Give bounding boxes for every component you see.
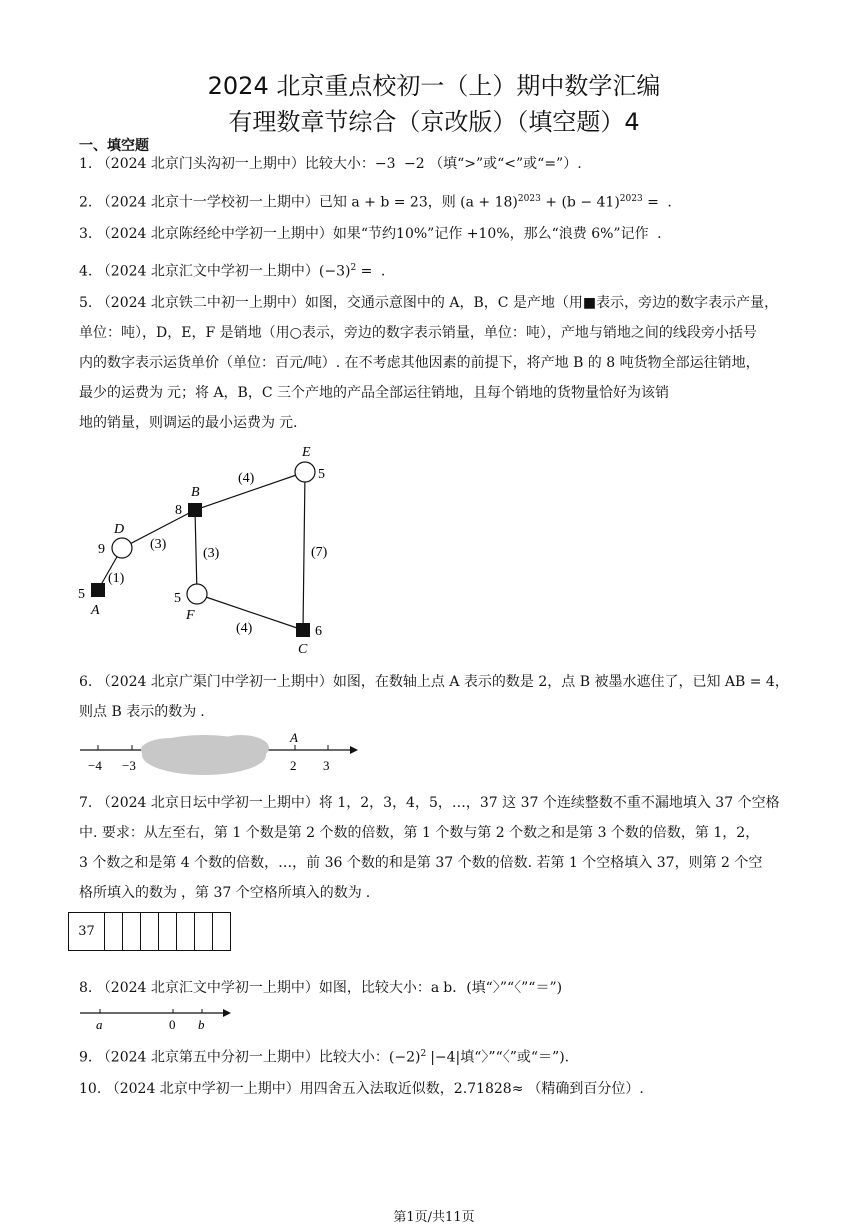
edge-e-c (303, 472, 305, 630)
node-label: D (114, 522, 125, 537)
question-9 (79, 1039, 794, 1073)
node-e-circle (295, 462, 315, 482)
question-text: （2024 北京中学初一上期中）用四舍五入法取近似数，2.71828≈ (105, 1081, 524, 1097)
grid-cell[interactable] (195, 913, 213, 950)
exponent: 2023 (517, 194, 541, 204)
axis-arrow (350, 746, 358, 754)
grid-cell[interactable] (213, 913, 230, 950)
question-text: （2024 北京广渠门中学初一上期中）如图，在数轴上点 A 表示的数是 2，点 B 被墨水遮住了，已知 AB = 4， (96, 674, 789, 690)
grid-cell[interactable] (105, 913, 123, 950)
question-2: 2. （2024 北京十一学校初一上期中）已知 a + b = 23，则 $(a + 18)^{2023} + (b - 41)^{2023}$ = . (79, 194, 672, 211)
node-qty: 8 (175, 503, 182, 518)
question-4: 4. （2024 北京汇文中学初一上期中）$(-3)^2$ = . (79, 263, 386, 280)
question-text: 元. (279, 415, 298, 431)
tick-label: −4 (88, 758, 102, 773)
node-label: C (298, 642, 308, 657)
edge-label: (4) (236, 621, 253, 636)
question-text: （2024 北京第五中分初一上期中）比较大小：(−2) (96, 1049, 421, 1066)
question-text: 元；将 A，B，C 三个产地的产品全部运往销地，且每个销地的货物量恰好为该销 (167, 385, 670, 401)
question-number: 6. (79, 674, 93, 690)
question-5 (79, 288, 794, 438)
number-line-8 (76, 1005, 241, 1035)
edge-b-f (195, 510, 197, 594)
question-text: （2024 北京日坛中学初一上期中）将 1，2，3，4，5，…，37 这 37 个连续整数不重不漏地填入 37 个空格 (96, 795, 780, 811)
point-label: a (96, 1017, 103, 1032)
question-text: 则点 B 表示的数为 (79, 704, 197, 720)
question-text: ，第 37 个空格所填入的数为 (181, 885, 362, 901)
section-title: 一、填空题 (79, 138, 149, 154)
question-text: 3 个数之和是第 4 个数的倍数，…，前 36 个数的和是第 37 个数的倍数. 若第 1 个空格填入 37，则第 2 个空 (79, 855, 763, 871)
exponent: 2 (420, 1049, 427, 1059)
question-text: −2 （填“>”或“<”或“=”）. (403, 156, 582, 172)
edge-label: (1) (108, 571, 125, 586)
question-text: （精确到百分位）. (527, 1081, 644, 1097)
question-text: 地的销量，则调运的最小运费为 (79, 415, 275, 431)
question-number: 2. (79, 194, 93, 211)
question-7 (79, 788, 794, 908)
node-label: E (302, 445, 311, 460)
node-a-square (91, 583, 105, 597)
question-text: 单位：吨），D，E，F 是销地（用○表示，旁边的数字表示销量，单位：吨），产地与销地之间的线段旁小括号 (79, 325, 757, 341)
page-subtitle: 有理数章节综合（京改版）（填空题）4 (228, 108, 640, 136)
edge-label: (3) (203, 546, 220, 561)
question-number: 4. (79, 263, 93, 280)
question-text: 中. 要求：从左至右，第 1 个数是第 2 个数的倍数，第 1 个数与第 2 个数之和是第 3 个数的倍数，第 1，2， (79, 825, 760, 841)
node-f-circle (187, 584, 207, 604)
question-text: 内的数字表示运货单价（单位：百元/吨）. 在不考虑其他因素的前提下，将产地 B 的 8 吨货物全部运往销地， (79, 355, 760, 371)
grid-cell: 37 (69, 913, 105, 950)
node-qty: 9 (98, 542, 105, 557)
tick-label: 2 (290, 758, 297, 773)
question-text: + (b − 41) (540, 194, 620, 211)
point-label: b (198, 1017, 205, 1032)
question-6: 6. （2024 北京广渠门中学初一上期中）如图，在数轴上点 A 表示的数是 2，点 B 被墨水遮住了，已知 AB = 4， 则点 B 表示的数为 . (79, 674, 789, 720)
question-text: 最少的运费为 (79, 385, 163, 401)
node-label: F (186, 608, 195, 623)
page-footer: 第1页/共11页 (393, 1210, 475, 1225)
question-text: （2024 北京门头沟初一上期中）比较大小：−3 (96, 156, 396, 172)
exponent: 2023 (619, 194, 643, 204)
question-number: 1. (79, 156, 93, 172)
question-number: 5. (79, 295, 93, 311)
edge-label: (4) (238, 471, 255, 486)
node-label: A (91, 603, 100, 618)
ink-blot (141, 738, 201, 762)
question-text: b．(填“〉”“〈”“＝”) (443, 980, 563, 996)
number-line-6 (76, 728, 366, 780)
question-number: 3. (79, 226, 93, 242)
grid-cell[interactable] (177, 913, 195, 950)
ink-blot (213, 735, 269, 761)
edge-label: (3) (150, 537, 167, 552)
node-qty: 5 (78, 587, 85, 602)
point-label: A (290, 730, 298, 745)
exponent: 2 (350, 263, 357, 273)
question-8 (79, 973, 794, 1003)
question-10 (79, 1074, 794, 1104)
question-1 (79, 149, 794, 179)
question-number: 8. (79, 980, 93, 996)
page-title: 2024 北京重点校初一（上）期中数学汇编 (207, 72, 661, 100)
question-number: 7. (79, 795, 93, 811)
question-text: = (642, 194, 659, 211)
question-text: （2024 北京汇文中学初一上期中）(−3) (96, 263, 351, 280)
grid-cell[interactable] (141, 913, 159, 950)
node-qty: 6 (315, 624, 322, 639)
question-text: = (356, 263, 373, 280)
question-text: |−4|填“〉”“〈”或“＝”). (430, 1049, 570, 1066)
question-text: （2024 北京陈经纶中学初一上期中）如果“节约10%”记作 +10%，那么“浪费 6%”记作 (96, 226, 649, 242)
grid-cell[interactable] (159, 913, 177, 950)
tick-label: 3 (323, 758, 330, 773)
axis-arrow (223, 1009, 231, 1017)
tick-label: −3 (122, 758, 136, 773)
question-3 (79, 219, 794, 249)
tick-label: 0 (169, 1017, 176, 1032)
question-text: 格所填入的数为 (79, 885, 177, 901)
edge-label: (7) (311, 545, 328, 560)
question-text: （2024 北京十一学校初一上期中）已知 a + b = 23，则 (a + 18) (96, 194, 518, 211)
question-text: （2024 北京汇文中学初一上期中）如图，比较大小：a (96, 980, 440, 996)
grid-cell[interactable] (123, 913, 141, 950)
node-label: B (191, 485, 200, 500)
node-b-square (188, 503, 202, 517)
question-number: 9. (79, 1049, 93, 1066)
question-text: （2024 北京铁二中初一上期中）如图，交通示意图中的 A，B，C 是产地（用■表示，旁边的数字表示产量， (96, 295, 779, 311)
transport-diagram (70, 438, 350, 663)
node-qty: 5 (318, 467, 325, 482)
node-c-square (296, 623, 310, 637)
node-d-circle (112, 538, 132, 558)
node-qty: 5 (174, 591, 181, 606)
number-grid (68, 912, 231, 951)
question-number: 10. (79, 1081, 102, 1097)
question-text: . (657, 226, 662, 242)
question-text: . (365, 885, 371, 901)
